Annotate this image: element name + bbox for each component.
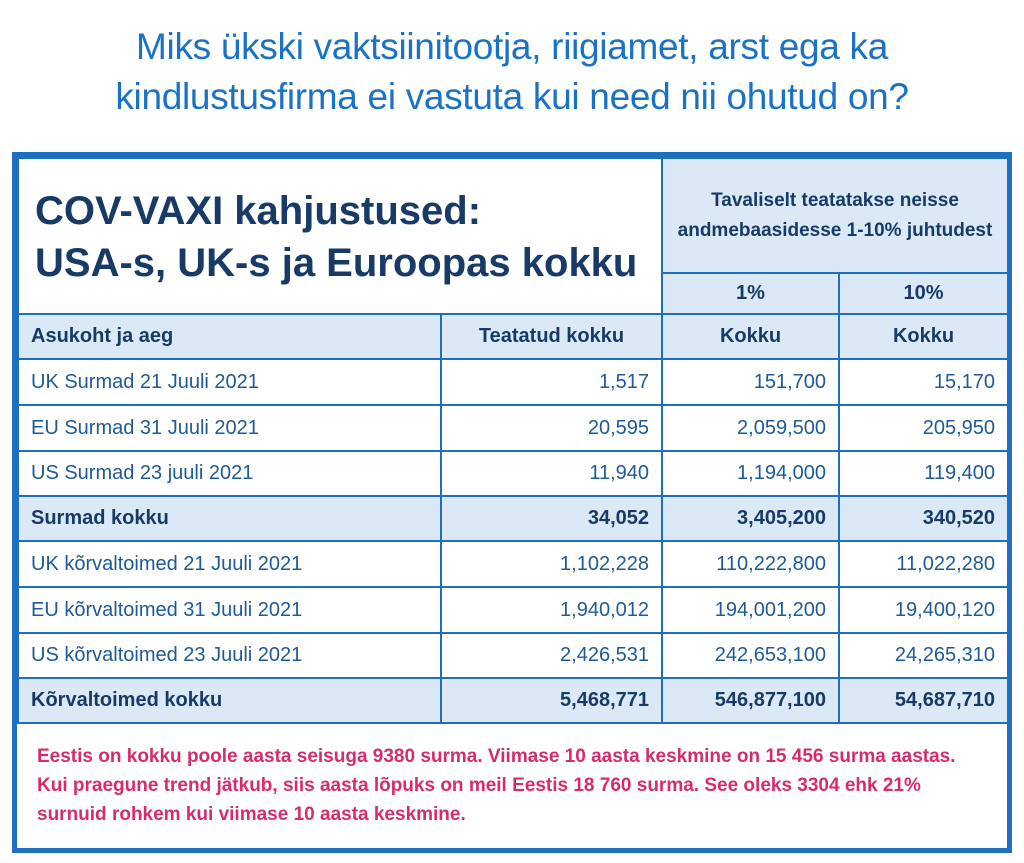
row-10pct: 24,265,310 [839,633,1008,678]
col-location: Asukoht ja aeg [18,314,441,359]
row-10pct: 15,170 [839,359,1008,405]
table-title-line-1: COV-VAXI kahjustused: [35,189,482,233]
row-label: US Surmad 23 juuli 2021 [18,451,441,496]
row-reported: 1,940,012 [441,587,662,633]
headline-line-1: Miks ükski vaktsiinitootja, riigiamet, arst ega ka [136,26,888,67]
row-10pct: 19,400,120 [839,587,1008,633]
row-1pct: 3,405,200 [662,496,839,541]
total-row-side-effects [18,678,1008,723]
total-row-deaths [18,496,1008,541]
col-reported: Teatatud kokku [441,314,662,359]
headline-line-2: kindlustusfirma ei vastuta kui need nii ohutud on? [115,76,909,117]
table-row [18,359,1008,405]
row-1pct: 242,653,100 [662,633,839,678]
row-1pct: 194,001,200 [662,587,839,633]
row-label: EU Surmad 31 Juuli 2021 [18,405,441,451]
table-frame [12,152,1012,853]
row-reported: 11,940 [441,451,662,496]
reporting-note: Tavaliselt teatatakse neisse andmebaasidesse 1-10% juhtudest [662,158,1008,273]
row-reported: 34,052 [441,496,662,541]
row-reported: 1,517 [441,359,662,405]
headline [0,22,1024,122]
col-total-10: Kokku [839,314,1008,359]
estonia-footnote: Eestis on kokku poole aasta seisuga 9380 surma. Viimase 10 aasta keskmine on 15 456 surma aastas. Kui praegune trend jätkub, siis aasta lõpuks on meil Eestis 18 760 surma. See oleks 3304 ehk 21% surnuid rohkem kui viimase 10 aasta keskmine. [37,746,956,825]
pct-1-header: 1% [662,273,839,314]
pct-10-header: 10% [839,273,1008,314]
row-label: Kõrvaltoimed kokku [18,678,441,723]
row-10pct: 205,950 [839,405,1008,451]
row-label: Surmad kokku [18,496,441,541]
row-label: EU kõrvaltoimed 31 Juuli 2021 [18,587,441,633]
row-reported: 1,102,228 [441,541,662,587]
row-reported: 20,595 [441,405,662,451]
table-title-line-2: USA-s, UK-s ja Euroopas kokku [35,241,638,285]
row-10pct: 119,400 [839,451,1008,496]
table-row [18,587,1008,633]
table-row [18,451,1008,496]
column-header-row [18,314,1008,359]
row-label: US kõrvaltoimed 23 Juuli 2021 [18,633,441,678]
table-row [18,405,1008,451]
row-10pct: 11,022,280 [839,541,1008,587]
row-10pct: 340,520 [839,496,1008,541]
row-label: UK kõrvaltoimed 21 Juuli 2021 [18,541,441,587]
row-1pct: 151,700 [662,359,839,405]
row-reported: 5,468,771 [441,678,662,723]
col-total-1: Kokku [662,314,839,359]
row-1pct: 546,877,100 [662,678,839,723]
table-row [18,633,1008,678]
data-table [17,157,1009,724]
row-reported: 2,426,531 [441,633,662,678]
row-1pct: 2,059,500 [662,405,839,451]
row-1pct: 110,222,800 [662,541,839,587]
row-10pct: 54,687,710 [839,678,1008,723]
row-1pct: 1,194,000 [662,451,839,496]
row-label: UK Surmad 21 Juuli 2021 [18,359,441,405]
table-title [18,158,662,314]
table-row [18,541,1008,587]
